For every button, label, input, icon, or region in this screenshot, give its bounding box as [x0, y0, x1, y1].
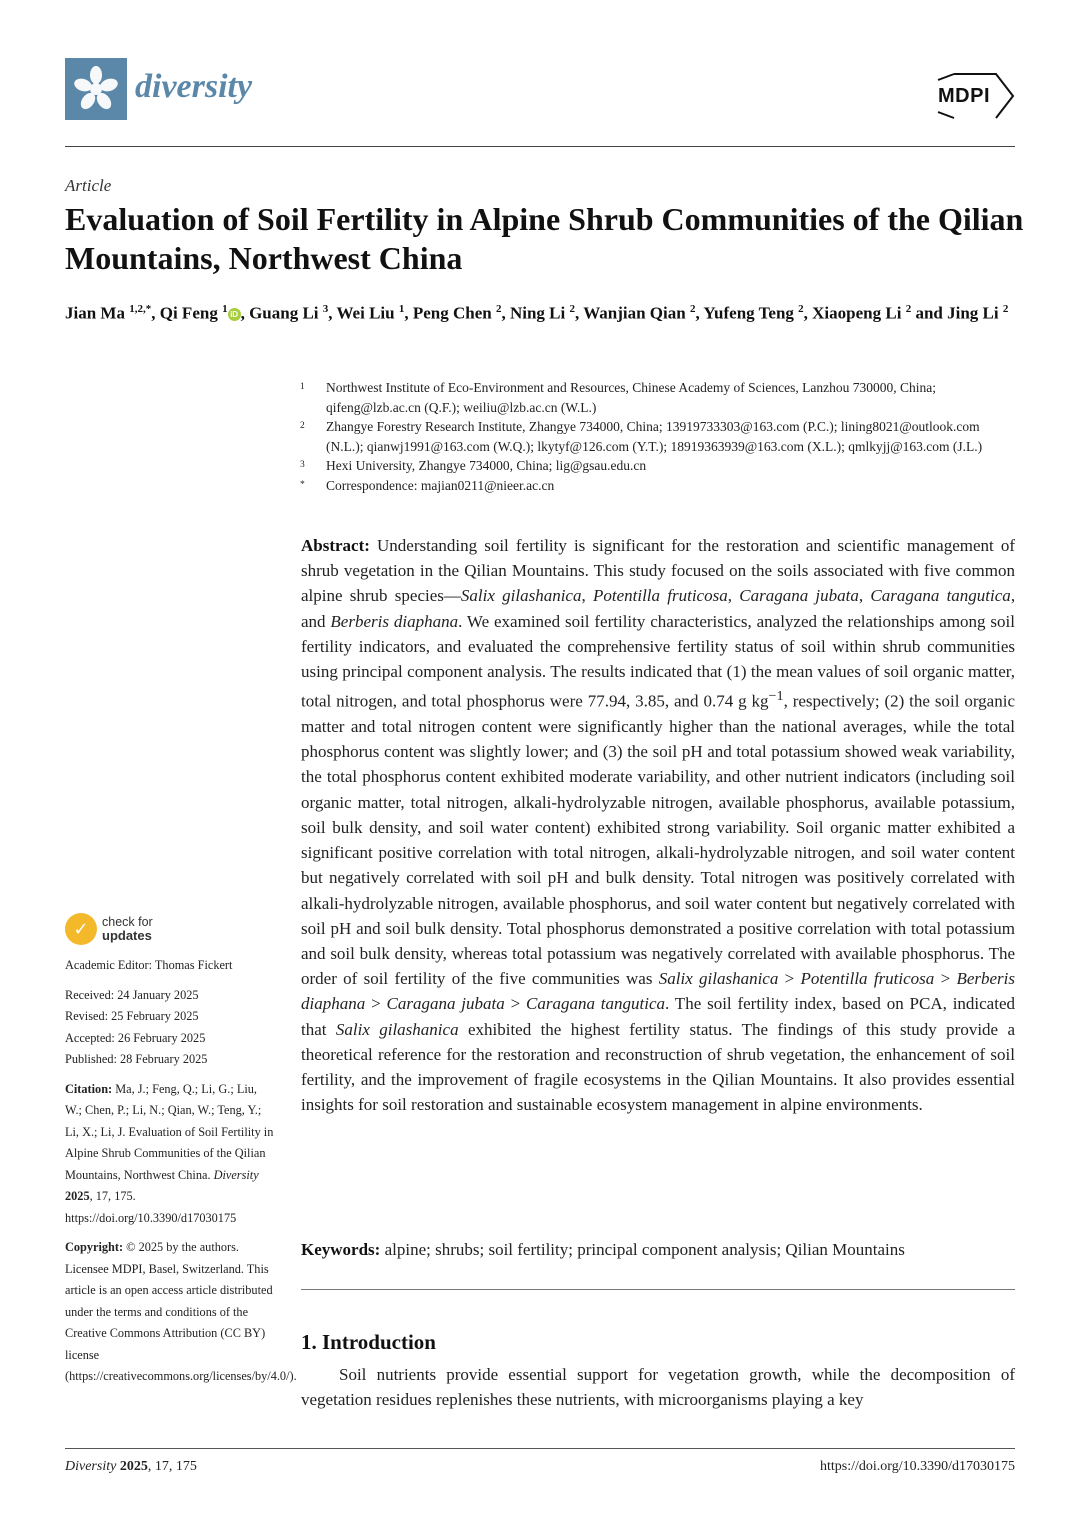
- affiliation-item: [300, 456, 1020, 476]
- abstract: Abstract: Understanding soil fertility is significant for the restoration and scientific management of shrub vegetation in the Qilian Mountains. This study focused on the soils associated with five common alpine shrub species—Salix gilashanica, Potentilla fruticosa, Caragana jubata, Caragana tangutica, and Berberis diaphana. We examined soil fertility characteristics, analyzed the relationships among soil fertility indicators, and evaluated the comprehensive fertility status of soil within shrub communities using principal component analysis. The results indicated that (1) the mean values of soil organic matter, total nitrogen, and total phosphorus were 77.94, 3.85, and 0.74 g $kg^{-1}$, respectively; (2) the soil organic matter and total nitrogen content were significantly higher than the national averages, while the total phosphorus content was slightly lower; and (3) the soil pH and total potassium showed weak variability, the total phosphorus content exhibited moderate variability, and other nutrient indicators (including soil organic matter, total nitrogen, alkali-hydrolyzable nitrogen, available phosphorus, available potassium, soil bulk density, and soil water content) exhibited strong variability. Soil organic matter exhibited a significant positive correlation with total nitrogen, alkali-hydrolyzable nitrogen, and soil water content but negatively correlated with soil pH and bulk density. Total nitrogen was positively correlated with alkali-hydrolyzable nitrogen, available phosphorus, and soil water content but negatively correlated with soil pH and soil bulk density. Total phosphorus demonstrated a positive correlation with total potassium and soil bulk density, whereas total potassium was negatively correlated with available phosphorus. The order of soil fertility of the five communities was Salix gilashanica > Potentilla fruticosa > Berberis diaphana > Caragana jubata > Caragana tangutica. The soil fertility index, based on PCA, indicated that Salix gilashanica exhibited the highest fertility status. The findings of this study provide a theoretical reference for the restoration and reconstruction of shrub vegetation, the enhancement of soil fertility, and the improvement of fragile ecosystems in the Qilian Mountains. It also provides essential insights for soil restoration and sustainable ecosystem management in alpine environments.: [301, 536, 1016, 1115]
- species-name: Potentilla fruticosa: [592, 586, 728, 606]
- abstract-text: Understanding soil fertility is significant for the restoration and scientific management of shrub vegetation in the Qilian Mountains. This study focused on the soils associated with five common alpine shrub species—: [301, 536, 1016, 606]
- author-affiliation: 1,2,*: [129, 303, 152, 315]
- author-affiliation: 1: [398, 303, 405, 315]
- affiliation-text: Northwest Institute of Eco-Environment and Resources, Chinese Academy of Sciences, Lanzhou 730000, China; qifeng@lzb.ac.cn (Q.F.); weiliu@lzb.ac.cn (W.L.): [326, 380, 936, 415]
- author-name: Wanjian Qian: [583, 303, 686, 323]
- footer-citation: [65, 1459, 197, 1475]
- citation-text: Ma, J.; Feng, Q.; Li, G.; Liu, W.; Chen, P.; Li, N.; Qian, W.; Teng, Y.; Li, X.; Li, J. Evaluation of Soil Fertility in Alpine Shrub Communities of the Qilian Mountains, Northwest China.: [65, 1081, 274, 1182]
- footer-journal: Diversity: [65, 1459, 117, 1474]
- check-updates-line2: updates: [102, 928, 152, 943]
- affiliation-text: Zhangye Forestry Research Institute, Zhangye 734000, China; 13919733303@163.com (P.C.); lining8021@outlook.com (N.L.); qianwj1991@163.com (W.Q.); lkytyf@126.com (Y.T.); 18919363939@163.com (X.L.); qmlkyjj@163.com (J.L.): [326, 419, 983, 454]
- publisher-name: MDPI: [938, 85, 990, 107]
- abstract-text: exhibited the highest fertility status. The findings of this study provide a theoretical reference for the restoration and reconstruction of shrub vegetation, the enhancement of soil fertility, and the improvement of fragile ecosystems in the Qilian Mountains. It also provides essential insights for soil restoration and sustainable ecosystem management in alpine environments.: [301, 1019, 1016, 1115]
- citation-label: Citation:: [65, 1081, 113, 1096]
- author-affiliation: 2: [689, 303, 696, 315]
- species-name: Caragana jubata: [739, 586, 859, 606]
- keywords-label: Keywords:: [301, 1240, 381, 1259]
- author-name: Ning Li: [509, 303, 566, 323]
- revised-date: Revised: 25 February 2025: [65, 1009, 199, 1023]
- species-name: Caragana tangutica: [870, 586, 1011, 606]
- author-affiliation: 1: [222, 303, 228, 315]
- author-affiliation: 3: [322, 303, 329, 315]
- author-name: Jian Ma: [65, 303, 125, 323]
- species-name: Berberis diaphana: [301, 969, 1015, 1014]
- publisher-logo: [934, 70, 1016, 122]
- citation-doi[interactable]: , 17, 175. https://doi.org/10.3390/d17030175: [65, 1189, 237, 1225]
- article-title: Evaluation of Soil Fertility in Alpine Shrub Communities of the Qilian Mountains, Northwest China: [65, 201, 1024, 276]
- author-name: Jing Li: [947, 303, 999, 323]
- affiliation-item: [300, 378, 1020, 417]
- author-name: Wei Liu: [336, 303, 395, 323]
- checkmark-icon: ✓: [65, 913, 97, 945]
- flower-logo-icon: [71, 64, 121, 114]
- author-affiliation: 2: [1002, 303, 1009, 315]
- affiliation-mark: 3: [300, 460, 305, 471]
- author-name: Qi Feng: [159, 303, 218, 323]
- article-type: Article: [65, 176, 112, 195]
- author-affiliation: 2: [569, 303, 575, 315]
- copyright-text: © 2025 by the authors. Licensee MDPI, Basel, Switzerland. This article is an open access article distributed under the terms and conditions of the Creative Commons Attribution (CC BY) license (https://creativecommons.org/licenses/by/4.0/).: [65, 1240, 297, 1383]
- header-rule: [65, 146, 1015, 147]
- publication-info: [65, 955, 297, 1388]
- author-affiliation: 2: [798, 303, 804, 315]
- check-updates-line1: check for: [102, 915, 153, 929]
- journal-logo: [65, 58, 127, 120]
- accepted-date: Accepted: 26 February 2025: [65, 1030, 206, 1045]
- species-name: Potentilla fruticosa: [800, 969, 935, 989]
- author-name: Peng Chen: [412, 303, 492, 323]
- species-name: Berberis diaphana: [330, 611, 459, 631]
- affiliation-text: Hexi University, Zhangye 734000, China; lig@gsau.edu.cn: [326, 458, 647, 474]
- abstract-text: , respectively; (2) the soil organic matter and total nitrogen content were significantly higher than the national averages, while the total phosphorus content was slightly lower; and (3) the soil pH and total potassium showed weak variability, the total phosphorus content exhibited moderate variability, and other nutrient indicators (including soil organic matter, total nitrogen, alkali-hydrolyzable nitrogen, available phosphorus, available potassium, soil bulk density, and soil water content) exhibited strong variability. Soil organic matter exhibited a significant positive correlation with total nitrogen, alkali-hydrolyzable nitrogen, and soil water content but negatively correlated with soil pH and bulk density. Total nitrogen was positively correlated with alkali-hydrolyzable nitrogen, available phosphorus, and soil water content but negatively correlated with soil pH and soil bulk density. Total phosphorus demonstrated a positive correlation with total potassium and soil bulk density, whereas total potassium was negatively correlated with available phosphorus. The order of soil fertility of the five communities was: [301, 691, 1015, 989]
- copyright: [65, 1237, 297, 1388]
- author-name: Yufeng Teng: [703, 303, 794, 323]
- affiliation-item: [300, 476, 1020, 496]
- abstract-label: Abstract:: [301, 536, 370, 555]
- section-rule: [301, 1289, 1015, 1290]
- keywords-text: alpine; shrubs; soil fertility; principal component analysis; Qilian Mountains: [384, 1240, 905, 1259]
- affiliation-text: Correspondence: majian0211@nieer.ac.cn: [326, 477, 555, 493]
- published-date: Published: 28 February 2025: [65, 1052, 208, 1066]
- footer-doi-link[interactable]: https://doi.org/10.3390/d17030175: [820, 1459, 1015, 1474]
- citation-year: 2025: [65, 1189, 90, 1203]
- author-list: Jian Ma $^{1,2,*}$, Qi Feng $^1$ iD , Guang Li $^3$, Wei Liu $^1$, Peng Chen $^2$, Ning Li $^2$, Wanjian Qian $^2$, Yufeng Teng $^2$, Xiaopeng Li $^2$ and Jing Li $^2$: [65, 303, 1009, 323]
- check-for-updates-button[interactable]: [65, 912, 215, 946]
- affiliation-item: [300, 417, 1020, 456]
- footer-rule: [65, 1448, 1015, 1449]
- author-affiliation: 2: [495, 303, 502, 315]
- keywords: [301, 1237, 1015, 1262]
- orcid-icon[interactable]: iD: [228, 308, 241, 321]
- species-name: Caragana jubata: [386, 994, 505, 1014]
- affiliation-mark: 2: [300, 421, 305, 432]
- author-name: Guang Li: [249, 303, 319, 323]
- section-heading: 1. Introduction: [301, 1330, 436, 1354]
- species-name: Salix gilashanica: [658, 969, 779, 989]
- received-date: Received: 24 January 2025: [65, 987, 199, 1002]
- author-affiliation: 2: [905, 303, 912, 315]
- unit-exponent: −1: [768, 688, 784, 705]
- abstract-text: . The soil fertility index, based on PCA, indicated that: [301, 994, 1015, 1039]
- abstract-text: . We examined soil fertility characteristics, analyzed the relationships among soil fertility indicators, and evaluated the comprehensive fertility status of soil within shrub communities using principal component analysis. The results indicated that (1) the mean values of soil organic matter, total nitrogen, and total phosphorus were 77.94, 3.85, and 0.74 g kg: [301, 611, 1015, 711]
- affiliations: [300, 378, 1020, 496]
- affiliation-mark: *: [300, 479, 305, 490]
- copyright-label: Copyright:: [65, 1240, 124, 1254]
- species-name: Caragana tangutica: [526, 994, 666, 1014]
- citation: [65, 1079, 275, 1230]
- affiliation-mark: 1: [300, 382, 305, 392]
- footer-year: 2025: [119, 1459, 148, 1474]
- citation-journal: Diversity: [213, 1167, 259, 1182]
- introduction-text: Soil nutrients provide essential support for vegetation growth, while the decomposition of vegetation residues replenishes these nutrients, with microorganisms playing a key: [301, 1365, 1015, 1410]
- footer-volume: , 17, 175: [147, 1459, 197, 1474]
- academic-editor: Academic Editor: Thomas Fickert: [65, 958, 233, 972]
- author-name: Xiaopeng Li: [812, 303, 902, 323]
- species-name: Salix gilashanica: [460, 586, 582, 606]
- journal-name: diversity: [135, 68, 253, 105]
- species-name: Salix gilashanica: [335, 1019, 459, 1039]
